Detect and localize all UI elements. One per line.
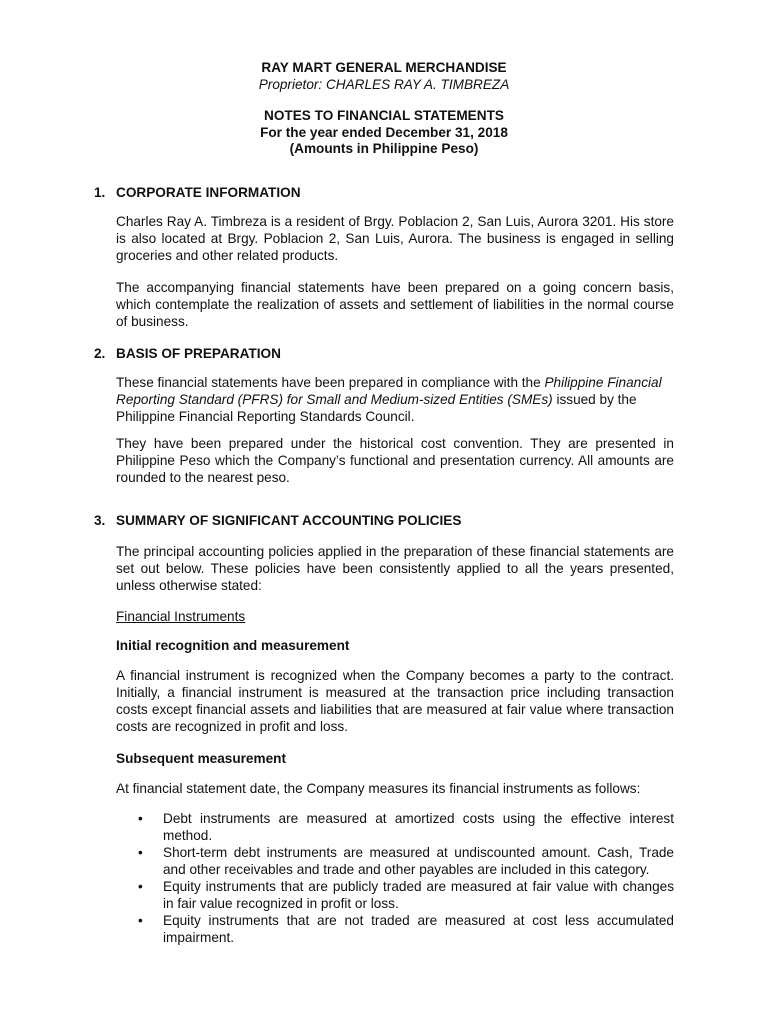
- section-3-heading: [94, 512, 461, 529]
- section-3-paragraph-1: The principal accounting policies applied in the preparation of these financial statements are set out below. These policies have been consistently applied to all the years presented, unless otherwise stated:: [116, 544, 674, 593]
- section-3-number: 3.: [94, 513, 106, 528]
- list-item: [138, 844, 674, 878]
- bullet-icon: •: [138, 879, 143, 894]
- section-2-paragraph-1: [116, 374, 674, 425]
- initial-recognition-text: A financial instrument is recognized when the Company becomes a party to the contract. Initially, a financial instrument is measured at the transaction price including transaction costs except financial assets and liabilities that are measured at fair value where transaction costs are recognized in profit and loss.: [116, 668, 674, 734]
- section-2-number: 2.: [94, 346, 106, 361]
- list-item: [138, 878, 674, 912]
- company-name: RAY MART GENERAL MERCHANDISE: [261, 60, 507, 75]
- section-1-number: 1.: [94, 185, 106, 200]
- reporting-period: For the year ended December 31, 2018: [260, 125, 508, 140]
- currency-note: (Amounts in Philippine Peso): [289, 141, 479, 156]
- section-1-paragraph-2: The accompanying financial statements have been prepared on a going concern basis, which contemplate the realization of assets and settlement of liabilities in the normal course of business.: [116, 280, 674, 329]
- section-1-title: CORPORATE INFORMATION: [116, 185, 301, 200]
- initial-recognition-heading: Initial recognition and measurement: [116, 638, 350, 653]
- bullet-text: Equity instruments that are not traded are measured at cost less accumulated impairment.: [163, 913, 674, 945]
- section-2-p1-after: issued by the Philippine Financial Reporting Standards Council.: [116, 392, 637, 424]
- bullet-icon: •: [138, 913, 143, 928]
- section-2-title: BASIS OF PREPARATION: [116, 346, 281, 361]
- section-1-paragraph-1: Charles Ray A. Timbreza is a resident of Brgy. Poblacion 2, San Luis, Aurora 3201. His store is also located at Brgy. Poblacion 2, San Luis, Aurora. The business is engaged in selling groceries and other related products.: [116, 214, 674, 263]
- bullet-text: Equity instruments that are publicly traded are measured at fair value with changes in fair value recognized in profit or loss.: [163, 879, 674, 911]
- pfrs-standard-name: Philippine Financial Reporting Standard (PFRS) for Small and Medium-sized Entities (SMEs): [116, 375, 662, 407]
- bullet-text: Short-term debt instruments are measured at undiscounted amount. Cash, Trade and other receivables and trade and other payables are included in this category.: [163, 845, 674, 877]
- subsequent-measurement-heading: Subsequent measurement: [116, 751, 286, 766]
- list-item: [138, 912, 674, 946]
- measurement-bullet-list: [138, 810, 674, 946]
- list-item: [138, 810, 674, 844]
- bullet-icon: •: [138, 811, 143, 826]
- section-2-heading: [94, 345, 281, 362]
- financial-instruments-heading: Financial Instruments: [116, 609, 246, 624]
- section-1-heading: [94, 184, 301, 201]
- section-3-title: SUMMARY OF SIGNIFICANT ACCOUNTING POLICIES: [116, 513, 462, 528]
- proprietor-line: Proprietor: CHARLES RAY A. TIMBREZA: [258, 77, 510, 92]
- bullet-icon: •: [138, 845, 143, 860]
- document-title: NOTES TO FINANCIAL STATEMENTS: [264, 108, 504, 123]
- subsequent-measurement-text: At financial statement date, the Company measures its financial instruments as follows:: [116, 781, 641, 796]
- bullet-text: Debt instruments are measured at amortized costs using the effective interest method.: [163, 811, 674, 843]
- section-2-p1-before: These financial statements have been prepared in compliance with the: [116, 375, 545, 390]
- section-2-paragraph-2: They have been prepared under the historical cost convention. They are presented in Philippine Peso which the Company’s functional and presentation currency. All amounts are rounded to the nearest peso.: [116, 436, 674, 485]
